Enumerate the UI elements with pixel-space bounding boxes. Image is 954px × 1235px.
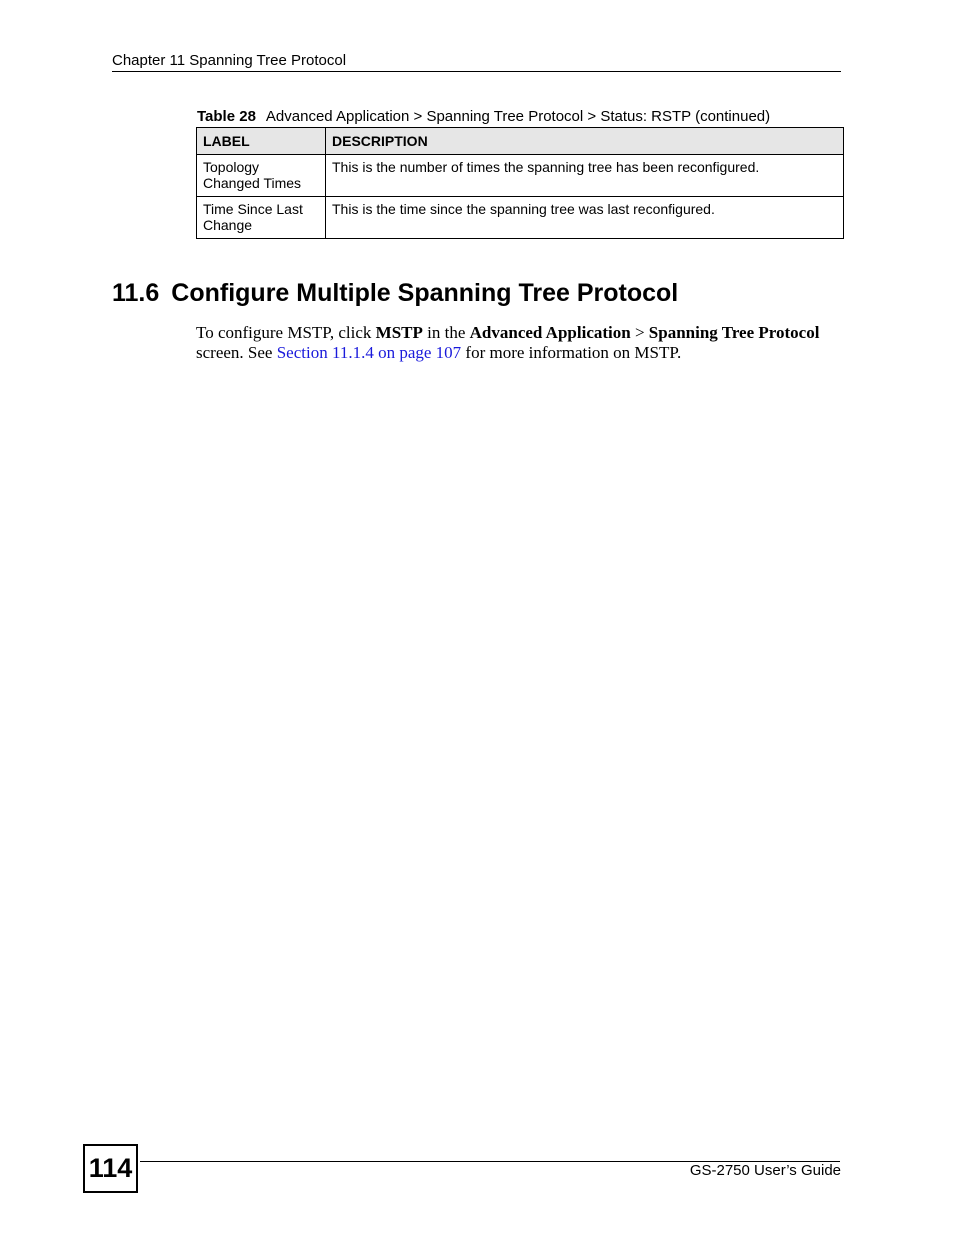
para-text: in the (422, 323, 470, 342)
status-table (196, 127, 844, 239)
para-bold-mstp: MSTP (375, 323, 423, 342)
para-bold-spanning-tree-protocol: Spanning Tree Protocol (648, 323, 820, 342)
page-number-box: 114 (83, 1144, 138, 1193)
para-text: To configure MSTP, click (196, 323, 376, 342)
section-title: Configure Multiple Spanning Tree Protocol (171, 279, 679, 307)
para-text: screen. See (196, 343, 277, 362)
para-text: > (630, 323, 649, 342)
table-header-row (197, 128, 844, 155)
para-text: for more information on MSTP. (461, 343, 682, 362)
section-heading (112, 278, 678, 308)
table-cell-description: This is the number of times the spanning tree has been reconfigured. (326, 155, 844, 197)
section-cross-reference-link[interactable]: Section 11.1.4 on page 107 (276, 343, 462, 362)
table-row (197, 197, 844, 239)
guide-title: GS-2750 User’s Guide (689, 1162, 841, 1179)
table-cell-description: This is the time since the spanning tree was last reconfigured. (326, 197, 844, 239)
table-caption (197, 108, 843, 126)
para-bold-advanced-application: Advanced Application (469, 323, 631, 342)
table-row (197, 155, 844, 197)
table-cell-label: Topology Changed Times (197, 155, 326, 197)
table-caption-title: Advanced Application > Spanning Tree Protocol > Status: RSTP (continued) (265, 108, 771, 125)
column-header-description: DESCRIPTION (326, 128, 844, 155)
table-cell-label: Time Since Last Change (197, 197, 326, 239)
table-caption-number: Table 28 (197, 108, 256, 125)
running-header: Chapter 11 Spanning Tree Protocol (112, 52, 347, 69)
column-header-label: LABEL (197, 128, 326, 155)
section-number: 11.6 (112, 279, 160, 307)
body-paragraph (196, 323, 846, 363)
header-divider (112, 71, 841, 72)
